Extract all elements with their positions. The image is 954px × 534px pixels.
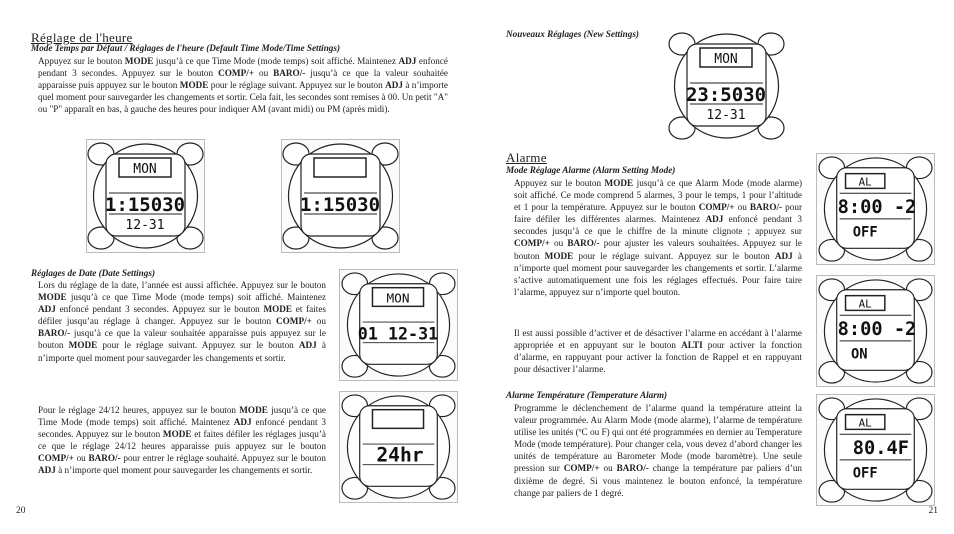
paragraph-temperature-alarm: Programme le déclenchement de l’alarme quand la température atteint la valeur programmée. Au Alarm Mode (mode alarme), l’alarme de température utilise les unités (ºC ou F) qui ont été programmées en dernier au Temperature Mode (mode température). Pour changer cela, vous devez d’abord changer les unités de température au Barometer Mode (mode baromètre). Une seule pression sur COMP/+ ou BARO/- change la température par paliers d’un dixième de degré. Si vous maintenez le bouton enfoncé, la température change par paliers de 1 degré. bbox=[514, 403, 803, 498]
svg-text:AL: AL bbox=[858, 297, 872, 311]
svg-text:1:15030: 1:15030 bbox=[104, 194, 186, 216]
watch-display-date bbox=[339, 269, 458, 381]
page-number: 21 bbox=[928, 506, 938, 516]
subheading-temperature-alarm: Alarme Température (Temperature Alarm) bbox=[506, 390, 668, 400]
watch-face-icon bbox=[817, 395, 934, 505]
section-title-time: Réglage de l'heure bbox=[31, 30, 133, 45]
right-page bbox=[477, 0, 954, 534]
paragraph-time-mode: Appuyez sur le bouton MODE jusqu’à ce que Time Mode (mode temps) soit affiché. Maintenez ADJ enfoncé pendant 3 secondes. Appuyez sur le bouton COMP/+ ou BARO/- jusqu’à ce que la valeur souhaitée apparaisse puis appuyez sur le bouton MODE pour le réglage suivant. Appuyez sur le bouton ADJ à n’importe quel moment pour sauvegarder les changements et sortir. Cela fait, les secondes sont remises à 00. Un petit "A" ou "P" apparaît en bas, à gauche des heures pour indiquer AM (avant midi) ou PM (après midi). bbox=[38, 56, 449, 115]
subheading-alarm-mode: Mode Réglage Alarme (Alarm Setting Mode) bbox=[506, 165, 676, 175]
watch-face-icon bbox=[668, 30, 785, 142]
svg-text:OFF: OFF bbox=[852, 224, 878, 241]
paragraph-date-settings: Lors du réglage de la date, l’année est aussi affichée. Appuyez sur le bouton MODE jusqu’à ce que Time Mode (mode temps) soit affiché. Maintenez ADJ enfoncé pendant 3 secondes. Appuyez sur le bouton MODE et faites défiler jusqu’au réglage à changer. Appuyez sur le bouton COMP/+ ou BARO/- jusqu’à ce que la valeur souhaitée apparaisse puis appuyez sur le bouton MODE pour le réglage suivant. Appuyez sur le bouton ADJ à n’importe quel moment pour sauvegarder les changements et sortir. bbox=[38, 280, 326, 363]
svg-text:80.4F: 80.4F bbox=[852, 437, 909, 459]
svg-text:12-31: 12-31 bbox=[706, 108, 746, 123]
page-number: 20 bbox=[16, 506, 26, 516]
paragraph-alarm-mode: Appuyez sur le bouton MODE jusqu’à ce que Alarm Mode (mode alarme) soit affiché. Ce mode comprend 5 alarmes, 3 pour le temps, 1 pour l’altitude et 1 pour la température. Appuyez sur le bouton COMP/+ ou BARO/- pour faire défiler les différentes alarmes. Maintenez ADJ enfoncé pendant 3 secondes jusqu’à ce que le chiffre de la minute clignote ; appuyez sur COMP/+ ou BARO/- pour ajuster les valeurs souhaitées. Appuyez sur le bouton MODE pour le réglage suivant. Appuyez sur le bouton ADJ à n’importe quel moment pour sauvegarder les changements et sortir. L’alarme s’active automatiquement une fois les réglages effectués. Pour faire taire l’alarme, appuyez sur n’importe quel bouton. bbox=[514, 178, 803, 297]
svg-text:MON: MON bbox=[133, 162, 157, 177]
svg-text:AL: AL bbox=[858, 416, 872, 430]
svg-text:12-31: 12-31 bbox=[125, 218, 165, 233]
svg-text:AL: AL bbox=[858, 175, 872, 189]
watch-face-icon bbox=[817, 276, 934, 386]
svg-text:01 12-31: 01 12-31 bbox=[357, 324, 439, 344]
watch-display-24hr bbox=[339, 391, 458, 503]
watch-face-icon bbox=[817, 154, 934, 264]
watch-display-new-settings bbox=[668, 30, 785, 142]
svg-text:23:5030: 23:5030 bbox=[685, 84, 767, 106]
subheading-date-settings: Réglages de Date (Date Settings) bbox=[31, 268, 156, 278]
watch-display-time-2 bbox=[281, 139, 400, 253]
watch-display-alarm-on bbox=[816, 275, 935, 387]
section-title-alarm: Alarme bbox=[506, 150, 547, 165]
watch-display-alarm-off bbox=[816, 153, 935, 265]
watch-face-icon bbox=[87, 140, 204, 252]
watch-face-icon bbox=[340, 392, 457, 502]
svg-text:8:00 -2: 8:00 -2 bbox=[837, 318, 917, 340]
svg-text:OFF: OFF bbox=[852, 465, 878, 482]
svg-text:8:00 -2: 8:00 -2 bbox=[837, 196, 917, 218]
svg-text:ON: ON bbox=[851, 346, 868, 363]
watch-face-icon bbox=[282, 140, 399, 252]
paragraph-alarm-activate: Il est aussi possible d’activer et de désactiver l’alarme en accédant à l’alarme appropriée et en appuyant sur le bouton ALTI pour activer la fonction d’alarme, en rappuyant pour activer la fonction de Rappel et en rappuyant pour désactiver l’alarme. bbox=[514, 328, 803, 375]
watch-display-time-1 bbox=[86, 139, 205, 253]
watch-face-icon bbox=[340, 270, 457, 380]
svg-text:1:15030: 1:15030 bbox=[299, 194, 381, 216]
subheading-time-mode: Mode Temps par Défaut / Réglages de l'heure (Default Time Mode/Time Settings) bbox=[31, 43, 341, 53]
watch-display-temperature-alarm bbox=[816, 394, 935, 506]
paragraph-24-12-hours: Pour le réglage 24/12 heures, appuyez sur le bouton MODE jusqu’à ce que Time Mode (mode temps) soit affiché. Maintenez ADJ enfoncé pendant 3 secondes. Appuyez sur le bouton MODE et faites défiler les réglages jusqu’à ce que le réglage 24/12 heures apparaisse puis appuyez sur le bouton COMP/+ ou BARO/- pour entrer le réglage souhaité. Appuyez sur le bouton ADJ à n’importe quel moment pour sauvegarder les changements et sortir. bbox=[38, 405, 327, 476]
svg-text:MON: MON bbox=[386, 291, 410, 307]
svg-text:24hr: 24hr bbox=[376, 443, 424, 467]
subheading-new-settings: Nouveaux Réglages (New Settings) bbox=[506, 29, 639, 39]
svg-text:MON: MON bbox=[714, 52, 738, 67]
